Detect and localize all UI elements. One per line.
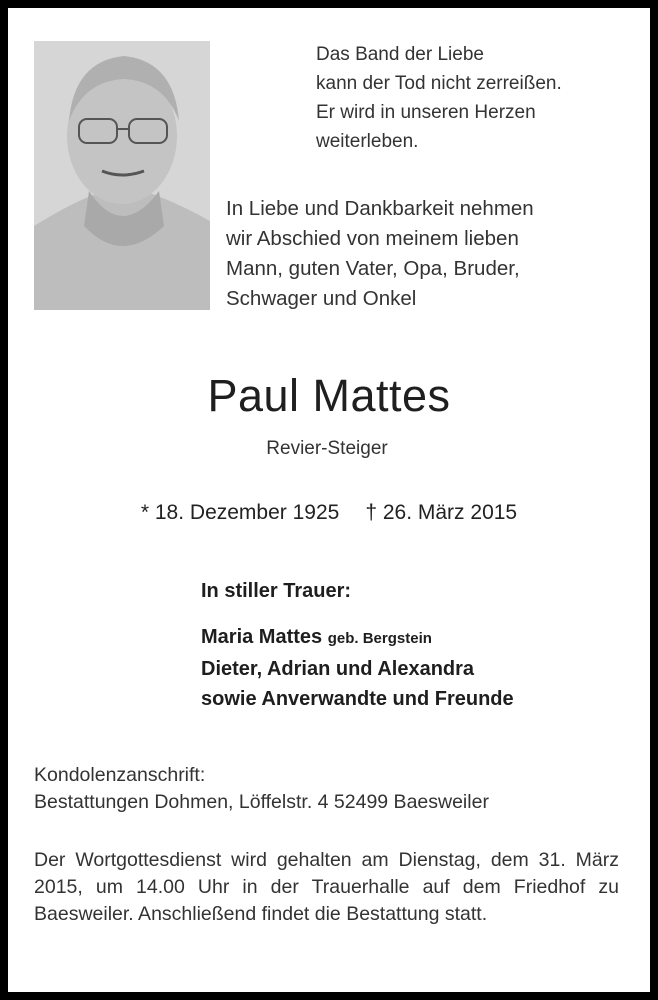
poem-line: Das Band der Liebe: [316, 44, 484, 65]
poem-line: weiterleben.: [316, 131, 419, 152]
mourner-line: [201, 622, 514, 654]
condolence-address-text: Bestattungen Dohmen, Löffelstr. 4 52499 Baesweiler: [34, 791, 489, 813]
life-dates: [8, 501, 650, 525]
maiden-name: geb. Bergstein: [327, 630, 432, 647]
obituary-notice: [8, 8, 650, 992]
mourners-block: [201, 576, 514, 714]
death-date: † 26. März 2015: [365, 501, 518, 524]
birth-date: * 18. Dezember 1925: [140, 501, 340, 524]
mourner-line: sowie Anverwandte und Freunde: [201, 688, 514, 710]
mourners-heading: In stiller Trauer:: [201, 580, 352, 602]
widow-name: Maria Mattes: [201, 626, 323, 648]
portrait-image: [34, 41, 210, 310]
service-details: Der Wortgottesdienst wird gehalten am Dienstag, dem 31. März 2015, um 14.00 Uhr in der Trauerhalle auf dem Friedhof zu Baesweiler. Anschließend findet die Bestattung statt.: [34, 849, 619, 925]
deceased-name: Paul Mattes: [207, 370, 451, 421]
occupation-text: Revier-Steiger: [266, 438, 388, 459]
mourner-line: Dieter, Adrian und Alexandra: [201, 658, 475, 680]
intro-line: Schwager und Onkel: [226, 287, 417, 310]
memorial-poem: [316, 40, 562, 156]
condolence-label: Kondolenzanschrift:: [34, 764, 206, 786]
intro-line: Mann, guten Vater, Opa, Bruder,: [226, 257, 520, 280]
intro-line: wir Abschied von meinem lieben: [226, 227, 519, 250]
condolence-address: [34, 762, 489, 816]
poem-line: Er wird in unseren Herzen: [316, 102, 536, 123]
intro-line: In Liebe und Dankbarkeit nehmen: [226, 197, 534, 220]
portrait-photo: [34, 41, 210, 310]
poem-line: kann der Tod nicht zerreißen.: [316, 73, 562, 94]
deceased-occupation: [8, 438, 650, 460]
farewell-intro: [226, 194, 534, 314]
